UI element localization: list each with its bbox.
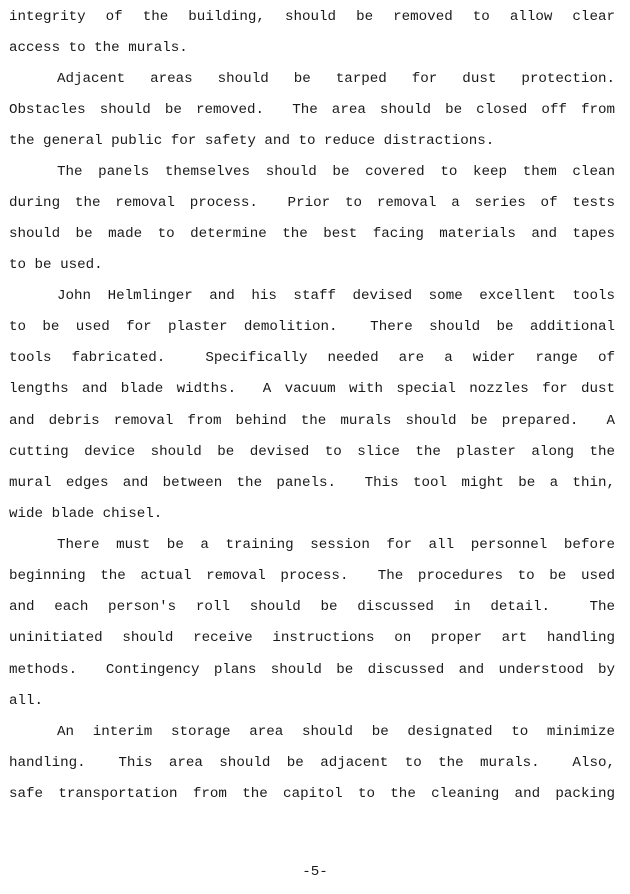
text-line: during the removal process. Prior to removal a series of tests xyxy=(9,195,615,211)
text-line: wide blade chisel. xyxy=(9,506,163,522)
text-line: to be used. xyxy=(9,257,103,273)
text-line: mural edges and between the panels. This tool might be a thin, xyxy=(9,475,615,491)
text-line: There must be a training session for all personnel before xyxy=(57,537,615,553)
text-line: The panels themselves should be covered to keep them clean xyxy=(57,164,615,180)
text-line: to be used for plaster demolition. There should be additional xyxy=(9,319,615,335)
text-line: Adjacent areas should be tarped for dust protection. xyxy=(57,71,615,87)
text-line: tools fabricated. Specifically needed are a wider range of xyxy=(9,350,615,366)
text-line: uninitiated should receive instructions on proper art handling xyxy=(9,630,615,646)
text-line: Obstacles should be removed. The area should be closed off from xyxy=(9,102,615,118)
text-line: the general public for safety and to reduce distractions. xyxy=(9,133,495,149)
text-line: access to the murals. xyxy=(9,40,188,56)
text-line: handling. This area should be adjacent to the murals. Also, xyxy=(9,755,615,771)
text-line: John Helmlinger and his staff devised some excellent tools xyxy=(57,288,615,304)
text-line: and debris removal from behind the murals should be prepared. A xyxy=(9,413,615,429)
text-line: all. xyxy=(9,693,44,709)
text-line: safe transportation from the capitol to the cleaning and packing xyxy=(9,786,615,802)
page-number: -5- xyxy=(302,864,328,880)
text-line: beginning the actual removal process. The procedures to be used xyxy=(9,568,615,584)
text-line: methods. Contingency plans should be discussed and understood by xyxy=(9,662,615,678)
text-line: An interim storage area should be designated to minimize xyxy=(57,724,615,740)
text-line: cutting device should be devised to slice the plaster along the xyxy=(9,444,615,460)
text-line: and each person's roll should be discussed in detail. The xyxy=(9,599,615,615)
text-line: integrity of the building, should be removed to allow clear xyxy=(9,9,615,25)
text-line: lengths and blade widths. A vacuum with special nozzles for dust xyxy=(9,381,615,397)
text-line: should be made to determine the best facing materials and tapes xyxy=(9,226,615,242)
